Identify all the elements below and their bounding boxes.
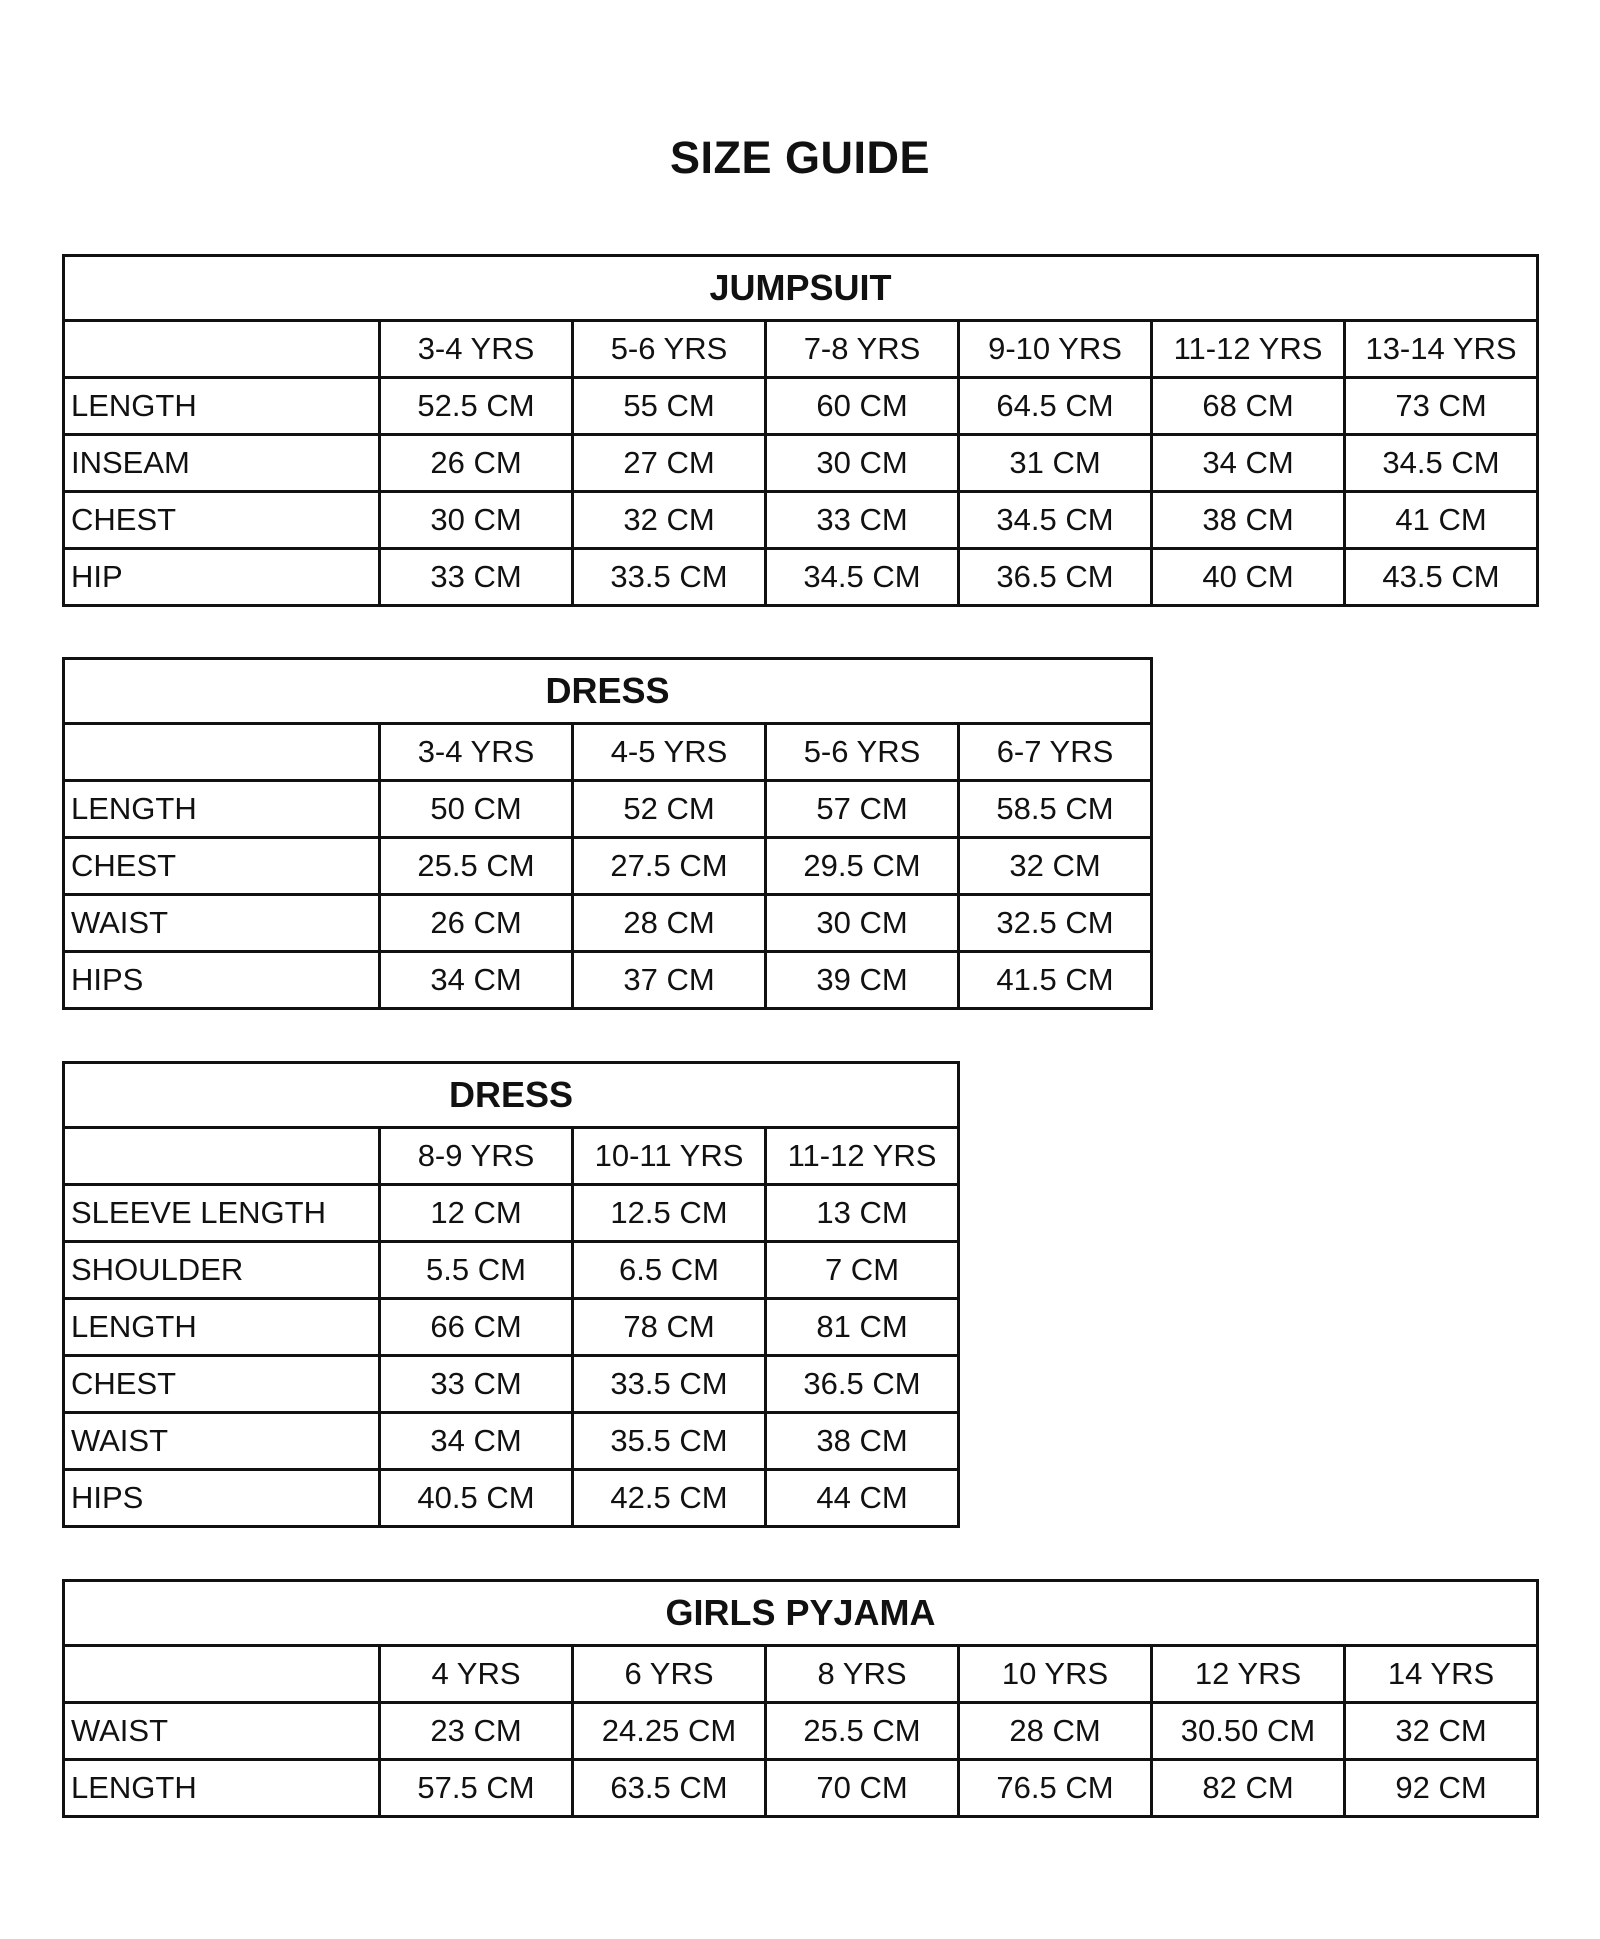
measurement-cell: 34 CM: [380, 952, 573, 1009]
header-row: [64, 321, 1538, 378]
measurement-cell: 58.5 CM: [959, 781, 1152, 838]
measurement-cell: 43.5 CM: [1345, 549, 1538, 606]
measurement-cell: 37 CM: [573, 952, 766, 1009]
column-header: 9-10 YRS: [959, 321, 1152, 378]
table-row: [64, 1185, 959, 1242]
measurement-cell: 63.5 CM: [573, 1760, 766, 1817]
table-row: [64, 1703, 1538, 1760]
row-label: HIPS: [64, 952, 380, 1009]
measurement-cell: 27 CM: [573, 435, 766, 492]
measurement-cell: 30.50 CM: [1152, 1703, 1345, 1760]
measurement-cell: 25.5 CM: [766, 1703, 959, 1760]
measurement-cell: 32.5 CM: [959, 895, 1152, 952]
measurement-cell: 34.5 CM: [766, 549, 959, 606]
measurement-cell: 27.5 CM: [573, 838, 766, 895]
table-row: [64, 435, 1538, 492]
column-header: 8 YRS: [766, 1646, 959, 1703]
table-title: DRESS: [64, 1063, 959, 1128]
measurement-cell: 28 CM: [959, 1703, 1152, 1760]
measurement-cell: 13 CM: [766, 1185, 959, 1242]
row-label: CHEST: [64, 838, 380, 895]
table-row: [64, 1242, 959, 1299]
column-header: 11-12 YRS: [1152, 321, 1345, 378]
measurement-cell: 44 CM: [766, 1470, 959, 1527]
column-header: 13-14 YRS: [1345, 321, 1538, 378]
header-row: [64, 1646, 1538, 1703]
table-row: [64, 1299, 959, 1356]
column-header: 4 YRS: [380, 1646, 573, 1703]
measurement-cell: 41 CM: [1345, 492, 1538, 549]
measurement-cell: 92 CM: [1345, 1760, 1538, 1817]
measurement-cell: 33.5 CM: [573, 549, 766, 606]
page-title: SIZE GUIDE: [669, 132, 931, 183]
measurement-cell: 6.5 CM: [573, 1242, 766, 1299]
measurement-cell: 68 CM: [1152, 378, 1345, 435]
measurement-cell: 24.25 CM: [573, 1703, 766, 1760]
measurement-cell: 7 CM: [766, 1242, 959, 1299]
header-corner-cell: [64, 1128, 380, 1185]
column-header: 6-7 YRS: [959, 724, 1152, 781]
row-label: CHEST: [64, 492, 380, 549]
column-header: 10 YRS: [959, 1646, 1152, 1703]
column-header: 4-5 YRS: [573, 724, 766, 781]
row-label: LENGTH: [64, 1299, 380, 1356]
measurement-cell: 25.5 CM: [380, 838, 573, 895]
measurement-cell: 33.5 CM: [573, 1356, 766, 1413]
measurement-cell: 52 CM: [573, 781, 766, 838]
column-header: 6 YRS: [573, 1646, 766, 1703]
measurement-cell: 70 CM: [766, 1760, 959, 1817]
measurement-cell: 30 CM: [380, 492, 573, 549]
table-row: [64, 1760, 1538, 1817]
measurement-cell: 32 CM: [959, 838, 1152, 895]
dress-table-8-12: [62, 1061, 960, 1528]
measurement-cell: 32 CM: [1345, 1703, 1538, 1760]
table-row: [64, 952, 1152, 1009]
measurement-cell: 55 CM: [573, 378, 766, 435]
column-header: 7-8 YRS: [766, 321, 959, 378]
measurement-cell: 40.5 CM: [380, 1470, 573, 1527]
table-row: [64, 549, 1538, 606]
table-title: JUMPSUIT: [64, 256, 1538, 321]
measurement-cell: 38 CM: [1152, 492, 1345, 549]
measurement-cell: 82 CM: [1152, 1760, 1345, 1817]
measurement-cell: 76.5 CM: [959, 1760, 1152, 1817]
header-corner-cell: [64, 724, 380, 781]
measurement-cell: 81 CM: [766, 1299, 959, 1356]
measurement-cell: 78 CM: [573, 1299, 766, 1356]
measurement-cell: 64.5 CM: [959, 378, 1152, 435]
measurement-cell: 28 CM: [573, 895, 766, 952]
column-header: 5-6 YRS: [573, 321, 766, 378]
measurement-cell: 39 CM: [766, 952, 959, 1009]
measurement-cell: 41.5 CM: [959, 952, 1152, 1009]
measurement-cell: 34.5 CM: [959, 492, 1152, 549]
measurement-cell: 66 CM: [380, 1299, 573, 1356]
table-row: [64, 1470, 959, 1527]
measurement-cell: 12.5 CM: [573, 1185, 766, 1242]
column-header: 3-4 YRS: [380, 321, 573, 378]
column-header: 3-4 YRS: [380, 724, 573, 781]
measurement-cell: 35.5 CM: [573, 1413, 766, 1470]
measurement-cell: 57.5 CM: [380, 1760, 573, 1817]
column-header: 10-11 YRS: [573, 1128, 766, 1185]
dress-table-3-7: [62, 657, 1153, 1010]
measurement-cell: 40 CM: [1152, 549, 1345, 606]
measurement-cell: 12 CM: [380, 1185, 573, 1242]
row-label: WAIST: [64, 895, 380, 952]
row-label: SHOULDER: [64, 1242, 380, 1299]
girls-pyjama-table: [62, 1579, 1539, 1818]
column-header: 11-12 YRS: [766, 1128, 959, 1185]
measurement-cell: 33 CM: [380, 549, 573, 606]
measurement-cell: 26 CM: [380, 435, 573, 492]
measurement-cell: 38 CM: [766, 1413, 959, 1470]
measurement-cell: 36.5 CM: [959, 549, 1152, 606]
measurement-cell: 30 CM: [766, 435, 959, 492]
table-title: DRESS: [64, 659, 1152, 724]
row-label: HIP: [64, 549, 380, 606]
table-row: [64, 1356, 959, 1413]
row-label: INSEAM: [64, 435, 380, 492]
measurement-cell: 42.5 CM: [573, 1470, 766, 1527]
row-label: LENGTH: [64, 781, 380, 838]
measurement-cell: 23 CM: [380, 1703, 573, 1760]
table-row: [64, 492, 1538, 549]
jumpsuit-table: [62, 254, 1539, 607]
table-row: [64, 895, 1152, 952]
table-row: [64, 378, 1538, 435]
column-header: 8-9 YRS: [380, 1128, 573, 1185]
row-label: HIPS: [64, 1470, 380, 1527]
header-row: [64, 724, 1152, 781]
measurement-cell: 31 CM: [959, 435, 1152, 492]
table-title: GIRLS PYJAMA: [64, 1581, 1538, 1646]
row-label: LENGTH: [64, 378, 380, 435]
header-corner-cell: [64, 321, 380, 378]
measurement-cell: 34 CM: [1152, 435, 1345, 492]
measurement-cell: 36.5 CM: [766, 1356, 959, 1413]
measurement-cell: 34 CM: [380, 1413, 573, 1470]
measurement-cell: 57 CM: [766, 781, 959, 838]
row-label: WAIST: [64, 1703, 380, 1760]
measurement-cell: 26 CM: [380, 895, 573, 952]
table-row: [64, 781, 1152, 838]
measurement-cell: 33 CM: [380, 1356, 573, 1413]
column-header: 5-6 YRS: [766, 724, 959, 781]
measurement-cell: 33 CM: [766, 492, 959, 549]
header-corner-cell: [64, 1646, 380, 1703]
measurement-cell: 32 CM: [573, 492, 766, 549]
table-row: [64, 838, 1152, 895]
measurement-cell: 73 CM: [1345, 378, 1538, 435]
row-label: CHEST: [64, 1356, 380, 1413]
table-row: [64, 1413, 959, 1470]
row-label: SLEEVE LENGTH: [64, 1185, 380, 1242]
measurement-cell: 52.5 CM: [380, 378, 573, 435]
header-row: [64, 1128, 959, 1185]
row-label: LENGTH: [64, 1760, 380, 1817]
measurement-cell: 34.5 CM: [1345, 435, 1538, 492]
measurement-cell: 60 CM: [766, 378, 959, 435]
column-header: 14 YRS: [1345, 1646, 1538, 1703]
column-header: 12 YRS: [1152, 1646, 1345, 1703]
measurement-cell: 5.5 CM: [380, 1242, 573, 1299]
measurement-cell: 29.5 CM: [766, 838, 959, 895]
row-label: WAIST: [64, 1413, 380, 1470]
measurement-cell: 50 CM: [380, 781, 573, 838]
measurement-cell: 30 CM: [766, 895, 959, 952]
